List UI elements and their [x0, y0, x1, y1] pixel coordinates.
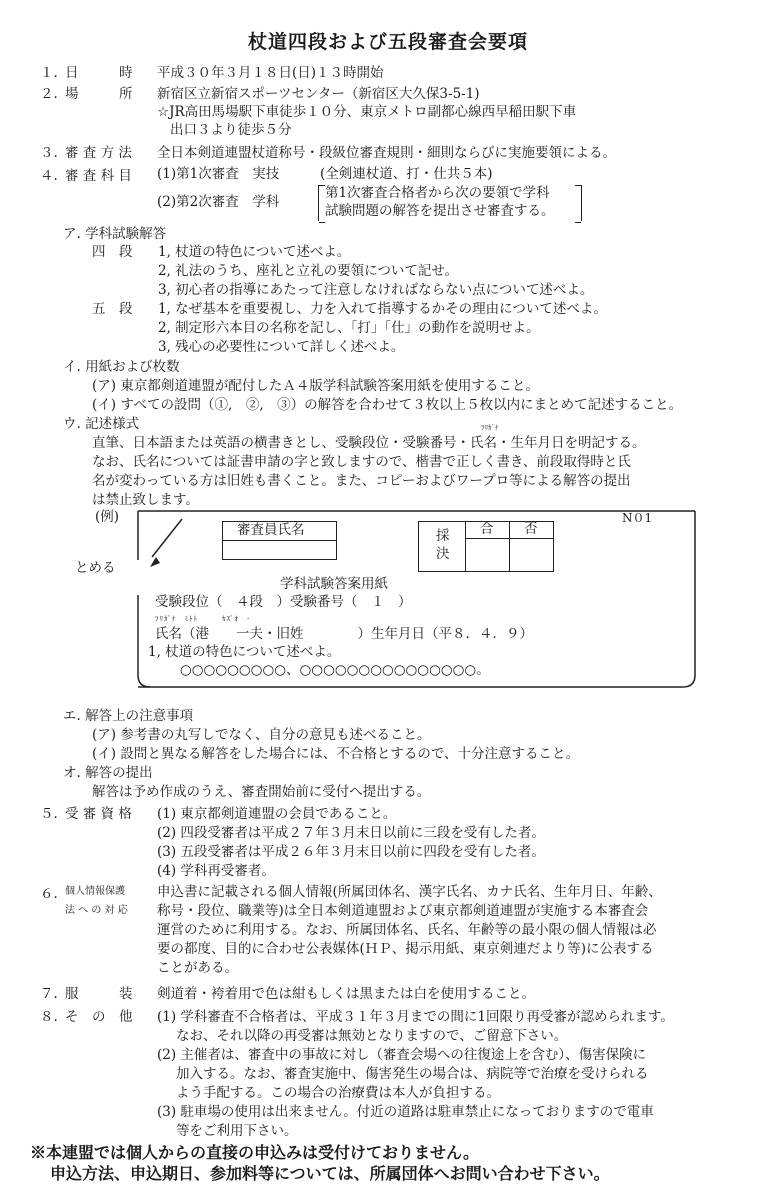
yondan-label: 四 段 [92, 244, 133, 260]
answer-sheet-title: 学科試験答案用紙 [280, 576, 388, 592]
sheet-number: N０1 [622, 511, 653, 525]
qualification-3: (3) 五段受審者は平成２６年３月末日以前に四段を受有した者。 [157, 844, 545, 860]
godan-q2: 2, 制定形六本目の名称を記し、「打」「仕」の動作を説明せよ。 [158, 320, 540, 336]
fail-box [509, 538, 554, 572]
written-exam-desc-1: 第1次審査合格者から次の要領で学科 [325, 185, 550, 201]
other-3: (3) 駐車場の使用は出来ません。付近の道路は駐車禁止になっておりますので電車 [157, 1104, 654, 1120]
furigana-note: ﾌﾘｶﾞﾅ [481, 424, 499, 432]
paper-rule-2: (イ) すべての設問（①, ②, ③）の解答を合わせて３枚以上５枚以内にまとめて記述すること。 [92, 397, 683, 413]
yondan-q3: 3, 初心者の指導にあたって注意しなければならない点について述べよ。 [158, 282, 594, 298]
name-furigana: ﾌﾘｶﾞﾅ ﾐﾄﾄ ｶｽﾞｵ - [155, 615, 251, 623]
other-2-cont-2: よう手配する。この場合の治療費は本人が負担する。 [176, 1085, 500, 1101]
exam-rank-number: 受験段位（ ４段 ）受験番号（ １ ） [155, 594, 412, 610]
practical-exam-detail: (全剣連杖道、打・仕共５本) [320, 166, 493, 182]
other-3-cont: 等をご利用下さい。 [176, 1123, 298, 1139]
section-8-label: そ の 他 [65, 1009, 133, 1025]
privacy-line-4: 要の都度、目的に合わせ公表媒体(ＨＰ、掲示用紙、東京剣連だより等)に公表する [157, 941, 654, 957]
godan-q3: 3, 残心の必要性について詳しく述べよ。 [158, 339, 405, 355]
privacy-line-2: 称号・段位、職業等)は全日本剣道連盟および東京都剣道連盟が実施する本審査会 [157, 903, 649, 919]
examiner-name-box [222, 540, 337, 560]
practical-exam: (1)第1次審査 実技 [157, 166, 280, 182]
example-question: 1, 杖道の特色について述べよ。 [148, 644, 341, 660]
section-7-label: 服 装 [65, 986, 133, 1002]
section-5-label: 受 審 資 格 [65, 806, 132, 822]
section-7-number: ７. [40, 986, 58, 1002]
format-line-4: は禁止致します。 [92, 492, 199, 508]
format-line-3: 名が変わっている方は旧姓も書くこと。また、コピーおよびワープロ等による解答の提出 [92, 473, 631, 489]
caution-1: (ア) 参考書の丸写しでなく、自分の意見も述べること。 [92, 727, 431, 743]
date-time-value: 平成３０年３月１８日(日)１３時開始 [157, 65, 384, 81]
privacy-line-3: 運営のために利用する。なお、所属団体名、氏名、年齢等の最小限の個人情報は必 [157, 922, 657, 938]
section-6-label-2: 法 へ の 対 応 [65, 905, 128, 916]
notice-line-1: ※本連盟では個人からの直接の申込みは受付けておりません。 [30, 1143, 479, 1162]
pass-box [465, 538, 510, 572]
yondan-q1: 1, 杖道の特色について述べよ。 [158, 244, 351, 260]
section-u-heading: ウ. 記述様式 [63, 416, 140, 432]
attire-value: 剣道着・袴着用で色は紺もしくは黒または白を使用すること。 [157, 986, 535, 1002]
section-4-number: ４. [40, 168, 58, 184]
example-answer-circles: ○○○○○○○○○、○○○○○○○○○○○○○○○。 [180, 662, 490, 678]
section-6-number: ６. [40, 886, 58, 902]
section-i-heading: イ. 用紙および枚数 [63, 359, 180, 375]
section-2-label: 場 所 [65, 86, 133, 102]
fail-label: 否 [524, 521, 538, 537]
submission-line: 解答は予め作成のうえ、審査開始前に受付へ提出する。 [92, 784, 431, 800]
section-5-number: ５. [40, 806, 58, 822]
decision-label: 採 決 [436, 528, 450, 562]
example-label: (例) [95, 509, 120, 525]
yondan-q2: 2, 礼法のうち、座礼と立礼の要領について記せ。 [158, 263, 458, 279]
section-1-number: １. [40, 65, 58, 81]
tomeru-label: とめる [75, 560, 116, 576]
godan-q1: 1, なぜ基本を重要視し、力を入れて指導するかその理由について述べよ。 [158, 301, 607, 317]
section-4-label: 審 査 科 目 [65, 168, 132, 184]
other-1: (1) 学科審査不合格者は、平成３１年３月までの間に1回限り再受審が認められます。 [157, 1009, 674, 1025]
section-3-number: ３. [40, 145, 58, 161]
section-3-label: 審 査 方 法 [65, 145, 132, 161]
examiner-name-label: 審査員氏名 [237, 522, 305, 538]
section-8-number: ８. [40, 1009, 58, 1025]
paper-rule-1: (ア) 東京都剣道連盟が配付したＡ４版学科試験答案用紙を使用すること。 [92, 378, 539, 394]
section-a-heading: ア. 学科試験解答 [63, 226, 167, 242]
page-title: 杖道四段および五段審査会要項 [248, 31, 529, 53]
written-exam: (2)第2次審査 学科 [157, 194, 280, 210]
qualification-2: (2) 四段受審者は平成２７年３月末日以前に三段を受有した者。 [157, 825, 545, 841]
godan-label: 五 段 [92, 301, 133, 317]
written-exam-desc-2: 試験問題の解答を提出させ審査する。 [325, 203, 555, 219]
other-2: (2) 主催者は、審査中の事故に対し（審査会場への往復途上を含む）、傷害保険に [157, 1047, 647, 1063]
name-birthdate-line: 氏名（港 一夫・旧姓 ）生年月日（平８．４．９） [155, 626, 533, 642]
section-6-label-1: 個人情報保護 [65, 886, 125, 897]
section-1-label: 日 時 [65, 65, 133, 81]
section-2-number: ２. [40, 86, 58, 102]
venue-name: 新宿区立新宿スポーツセンター（新宿区大久保3-5-1) [157, 86, 480, 102]
caution-2: (イ) 設問と異なる解答をした場合には、不合格とするので、十分注意すること。 [92, 746, 580, 762]
notice-line-2: 申込方法、申込期日、参加料等については、所属団体へお問い合わせ下さい。 [50, 1164, 610, 1183]
qualification-1: (1) 東京都剣道連盟の会員であること。 [157, 806, 397, 822]
method-value: 全日本剣道連盟杖道称号・段級位審査規則・細則ならびに実施要領による。 [157, 145, 616, 161]
other-1-cont: なお、それ以降の再受審は無効となりますので、ご留意下さい。 [176, 1028, 568, 1044]
section-e-heading: エ. 解答上の注意事項 [63, 708, 194, 724]
qualification-4: (4) 学科再受審者。 [157, 863, 275, 879]
other-2-cont-1: 加入する。なお、審査実施中、傷害発生の場合は、病院等で治療を受けられる [176, 1066, 649, 1082]
format-line-2: なお、氏名については証書申請の字と致しますので、楷書で正しく書き、前段取得時と氏 [92, 454, 631, 470]
venue-access: ☆JR高田馬場駅下車徒歩１０分、東京メトロ副都心線西早稲田駅下車 [157, 104, 577, 120]
venue-access-exit: 出口３より徒歩５分 [170, 122, 292, 138]
format-line-1: 直筆、日本語または英語の横書きとし、受験段位・受験番号・氏名・生年月日を明記する。 [92, 435, 646, 451]
pass-label: 合 [480, 521, 494, 537]
privacy-line-1: 申込書に記載される個人情報(所属団体名、漢字氏名、カナ氏名、生年月日、年齢、 [157, 884, 662, 900]
privacy-line-5: ことがある。 [157, 960, 238, 976]
section-o-heading: オ. 解答の提出 [63, 765, 153, 781]
